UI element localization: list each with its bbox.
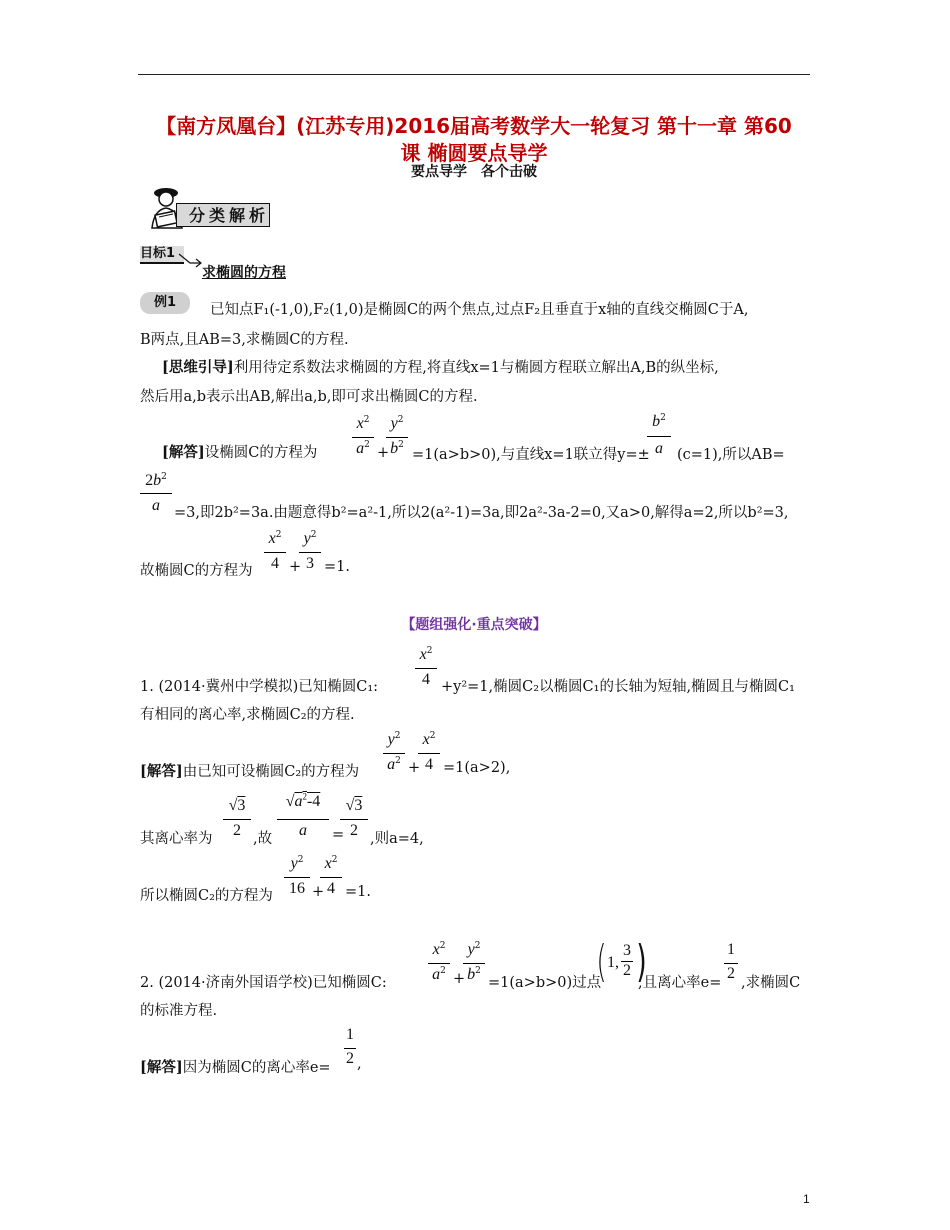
q1-solution-1b: =1(a>2), [443, 760, 511, 776]
q1-solution-3b: =1. [345, 884, 371, 900]
fraction-x2-4-q1c: $x^2$ [324, 855, 338, 872]
solution-1-line-3a: 故椭圆C的方程为 [140, 563, 253, 579]
hint-line-2: 然后用a,b表示出AB,解出a,b,即可求出椭圆C的方程. [140, 389, 478, 405]
example-line-2: B两点,且AB=3,求椭圆C的方程. [140, 332, 349, 348]
solution-1-line-3b: =1. [324, 559, 350, 575]
q1-line-2: 有相同的离心率,求椭圆C₂的方程. [140, 707, 355, 723]
fraction-x2-4-q1b: $x^2$ [422, 731, 436, 748]
fraction-x2-a2-q2: $x^2$ [432, 941, 446, 958]
q1-solution-1a: [解答]由已知可设椭圆C₂的方程为 [140, 763, 360, 780]
q2-solution-1a: [解答]因为椭圆C的离心率e= [140, 1059, 331, 1076]
solution-1-line-1c: (c=1),所以AB= [677, 447, 785, 463]
q1-solution-3a: 所以椭圆C₂的方程为 [140, 888, 273, 904]
fraction-2b2-a: $2b^2$ [145, 472, 167, 489]
fraction-x2-a2: $x^2$ [356, 415, 370, 432]
target-tag: 目标1 [140, 246, 184, 264]
q2-line-1d: ,求椭圆C [741, 975, 801, 991]
solution-1-line-1a: [解答]设椭圆C的方程为 [162, 444, 318, 461]
target-arrow-icon [178, 252, 204, 278]
target-label: 求椭圆的方程 [202, 265, 286, 281]
fraction-y2-3: $y^2$ [303, 530, 317, 547]
fraction-sqrt-a2-4-a: $√a^2-4$ [285, 791, 321, 810]
fraction-y2-16: $y^2$ [290, 855, 304, 872]
q2-line-1b: =1(a>b>0)过点 [488, 975, 602, 991]
group-heading: 【题组强化·重点突破】 [401, 617, 547, 633]
fraction-sqrt3-2b: √3 [345, 797, 363, 814]
page-subtitle: 要点导学 各个击破 [411, 164, 537, 180]
fraction-x2-4: $x^2$ [268, 530, 282, 547]
q1-solution-2d: ,则a=4, [370, 831, 424, 847]
fraction-1-2-q2: 1 [727, 941, 735, 958]
solution-1-line-2: =3,即2b²=3a.由题意得b²=a²-1,所以2(a²-1)=3a,即2a²-3a-2=0,又a>0,解得a=2,所以b²=3, [174, 505, 789, 521]
fraction-1-2-q2b: 1 [346, 1026, 354, 1043]
fraction-y2-a2-q1: $y^2$ [387, 731, 401, 748]
q2-line-1a: 2. (2014·济南外国语学校)已知椭圆C: [140, 975, 387, 991]
fraction-b2-a: $b^2$ [652, 413, 666, 430]
q1-line-1b: +y²=1,椭圆C₂以椭圆C₁的长轴为短轴,椭圆且与椭圆C₁ [441, 679, 795, 695]
q1-solution-2c: = [332, 827, 345, 843]
fraction-x2-4-q1: $x^2$ [419, 646, 433, 663]
fraction-sqrt3-2: √3 [228, 797, 246, 814]
solution-1-line-1b: =1(a>b>0),与直线x=1联立得y=± [412, 447, 650, 463]
header-rule [138, 74, 810, 75]
fraction-y2-b2: $y^2$ [390, 415, 404, 432]
example-tag: 例1 [140, 292, 190, 314]
fraction-y2-b2-q2: $y^2$ [467, 941, 481, 958]
q1-solution-2b: ,故 [253, 831, 273, 847]
q1-line-1a: 1. (2014·冀州中学模拟)已知椭圆C₁: [140, 679, 379, 695]
q1-solution-2a: 其离心率为 [140, 831, 213, 847]
q2-line-1c: ,且离心率e= [638, 975, 722, 991]
q2-solution-1b: , [357, 1056, 362, 1072]
page-number: 1 [803, 1192, 810, 1206]
page-title: 【南方凤凰台】(江苏专用)2016届高考数学大一轮复习 第十一章 第60 课 椭圆要点导学 [156, 114, 792, 165]
hint-line-1: [思维引导]利用待定系数法求椭圆的方程,将直线x=1与椭圆方程联立解出A,B的纵坐标, [162, 359, 719, 376]
example-line-1: 已知点F₁(-1,0),F₂(1,0)是椭圆C的两个焦点,过点F₂且垂直于x轴的直线交椭圆C于A, [210, 302, 749, 318]
q2-line-2: 的标准方程. [140, 1003, 218, 1019]
banner-label: 分类解析 [176, 203, 270, 227]
